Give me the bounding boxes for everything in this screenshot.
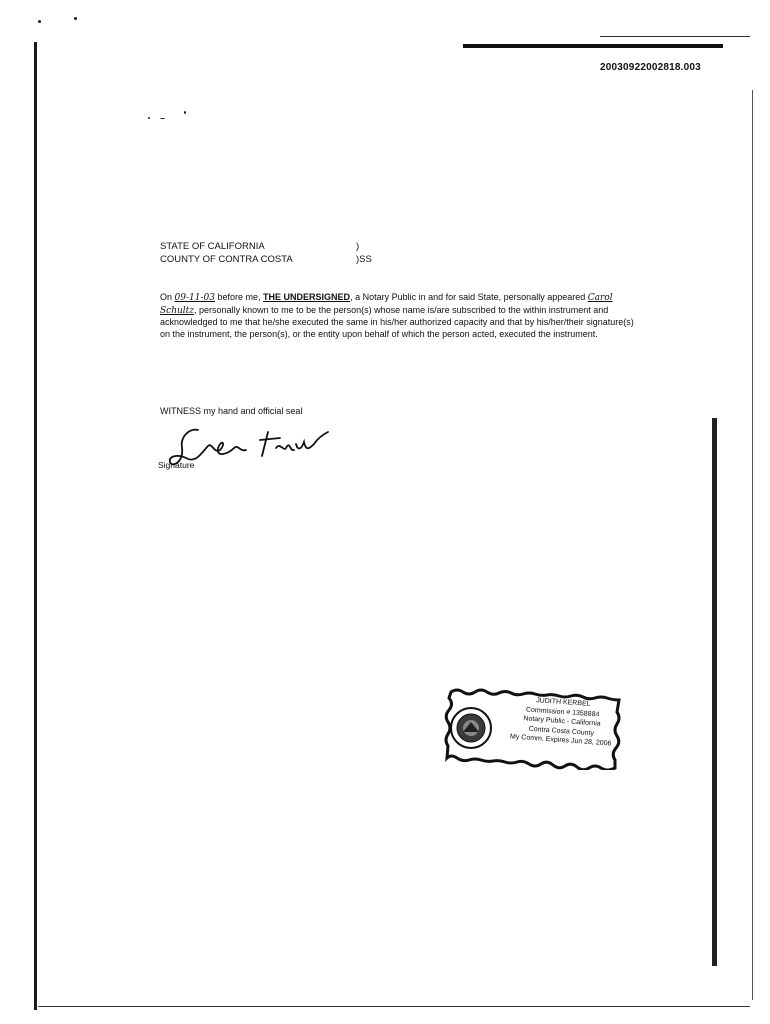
- state-mark: ): [356, 241, 360, 252]
- notary-commission: Commission # 1358884: [525, 705, 600, 719]
- witness-line: WITNESS my hand and official seal: [160, 406, 303, 416]
- notary-title: Notary Public - California: [523, 715, 601, 728]
- notary-name: JUDITH KERBEL: [535, 697, 591, 708]
- handwritten-signer-name: Carol Schultz: [160, 293, 613, 316]
- scan-bar-top: [463, 44, 723, 48]
- notary-county: Contra Costa County: [528, 725, 595, 737]
- acknowledgment-paragraph: [160, 292, 638, 340]
- on-word: On: [160, 292, 173, 302]
- notary-stamp-text: [501, 694, 622, 750]
- signature-label: Signature: [158, 460, 195, 470]
- county-label: COUNTY OF CONTRA COSTA: [160, 254, 293, 265]
- acknowledgment-body: , personally known to me to be the person(s) whose name is/are subscribed to the within instrument and acknowledged to me that he/she executed the same in his/her authorized capacity and that by his/her/their signature(s) on the instrument, the person(s), or the entity upon behalf of which the person acted, executed the instrument.: [160, 304, 634, 339]
- handwritten-date: 09-11-03: [174, 293, 215, 303]
- notary-stamp: [443, 688, 623, 766]
- notary-expiration: My Comm. Expires Jun 28, 2006: [509, 733, 612, 748]
- scan-speck: [148, 117, 150, 119]
- scan-edge-bottom: [38, 1006, 750, 1007]
- venue-block: [160, 240, 372, 266]
- document-number: 20030922002818.003: [600, 62, 701, 73]
- scan-speck: [74, 17, 77, 20]
- scan-edge-left: [34, 42, 37, 1010]
- scan-edge-right: [752, 90, 753, 1000]
- county-mark: )SS: [356, 254, 372, 265]
- state-label: STATE OF CALIFORNIA: [160, 241, 265, 252]
- personally-appeared-text: personally appeared: [503, 292, 586, 302]
- scan-speck: [160, 118, 165, 119]
- scan-speck: [184, 111, 186, 114]
- officer-name: THE UNDERSIGNED: [263, 292, 351, 302]
- officer-suffix: , a Notary Public in and for said State,: [350, 292, 502, 302]
- county-row: [160, 253, 372, 266]
- scan-bar-right: [712, 418, 717, 966]
- scan-line-top-thin: [600, 36, 750, 37]
- scan-speck: [38, 20, 41, 23]
- before-me-text: before me,: [217, 292, 261, 302]
- state-row: [160, 240, 372, 253]
